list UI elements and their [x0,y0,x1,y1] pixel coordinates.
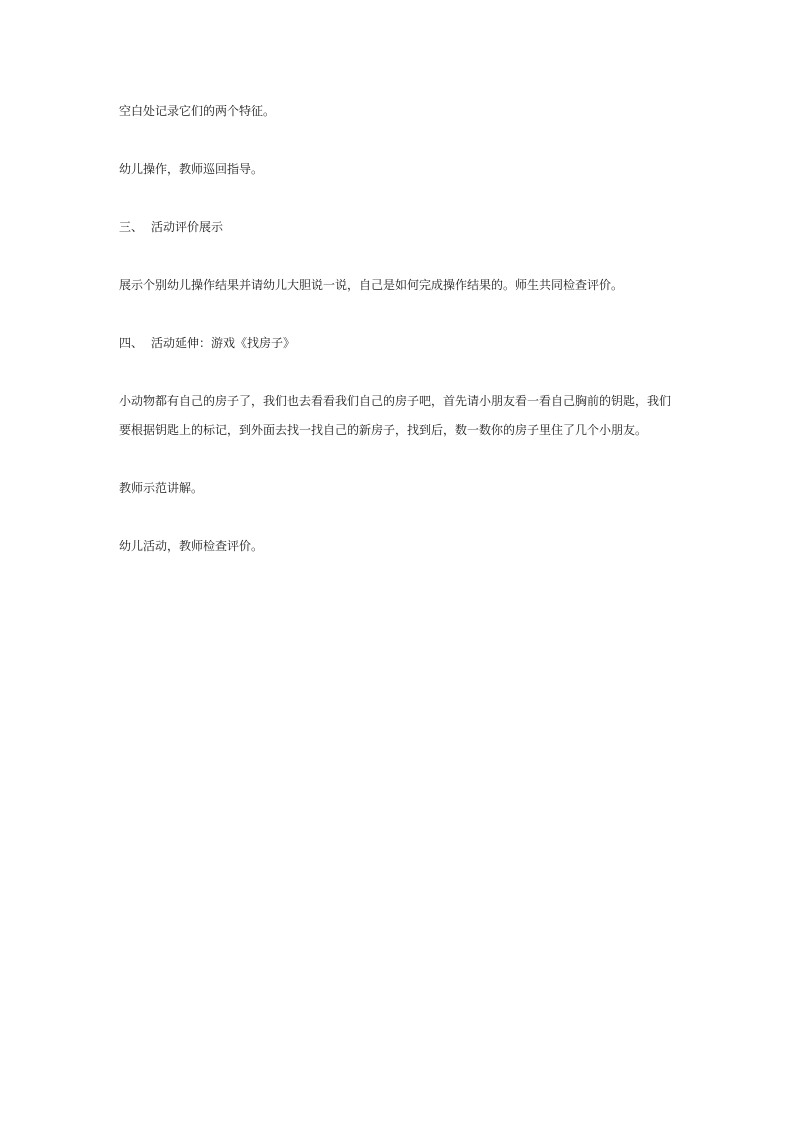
paragraph-text: 幼儿操作，教师巡回指导。 [119,162,264,176]
paragraph-display-results [119,271,679,300]
heading-number: 三、 [119,220,144,234]
section-heading-3 [119,213,679,242]
paragraph-text: 教师示范讲解。 [119,481,204,495]
paragraph-game-instructions [119,387,679,445]
paragraph-teacher-demo [119,474,679,503]
heading-text: 活动延伸：游戏《找房子》 [151,336,296,350]
section-heading-4 [119,329,679,358]
paragraph-text: 空白处记录它们的两个特征。 [119,104,276,118]
paragraph-record-features [119,97,679,126]
paragraph-text: 幼儿活动，教师检查评价。 [119,539,264,553]
paragraph-text: 展示个别幼儿操作结果并请幼儿大胆说一说，自己是如何完成操作结果的。师生共同检查评价。 [119,278,624,292]
heading-number: 四、 [119,336,144,350]
paragraph-line-2: 要根据钥匙上的标记，到外面去找一找自己的新房子，找到后，数一数你的房子里住了几个小朋友。 [119,423,648,437]
paragraph-child-activity [119,532,679,561]
heading-text: 活动评价展示 [151,220,224,234]
paragraph-child-operation [119,155,679,184]
paragraph-line-1: 小动物都有自己的房子了，我们也去看看我们自己的房子吧，首先请小朋友看一看自己胸前的钥匙，我们 [119,394,672,408]
